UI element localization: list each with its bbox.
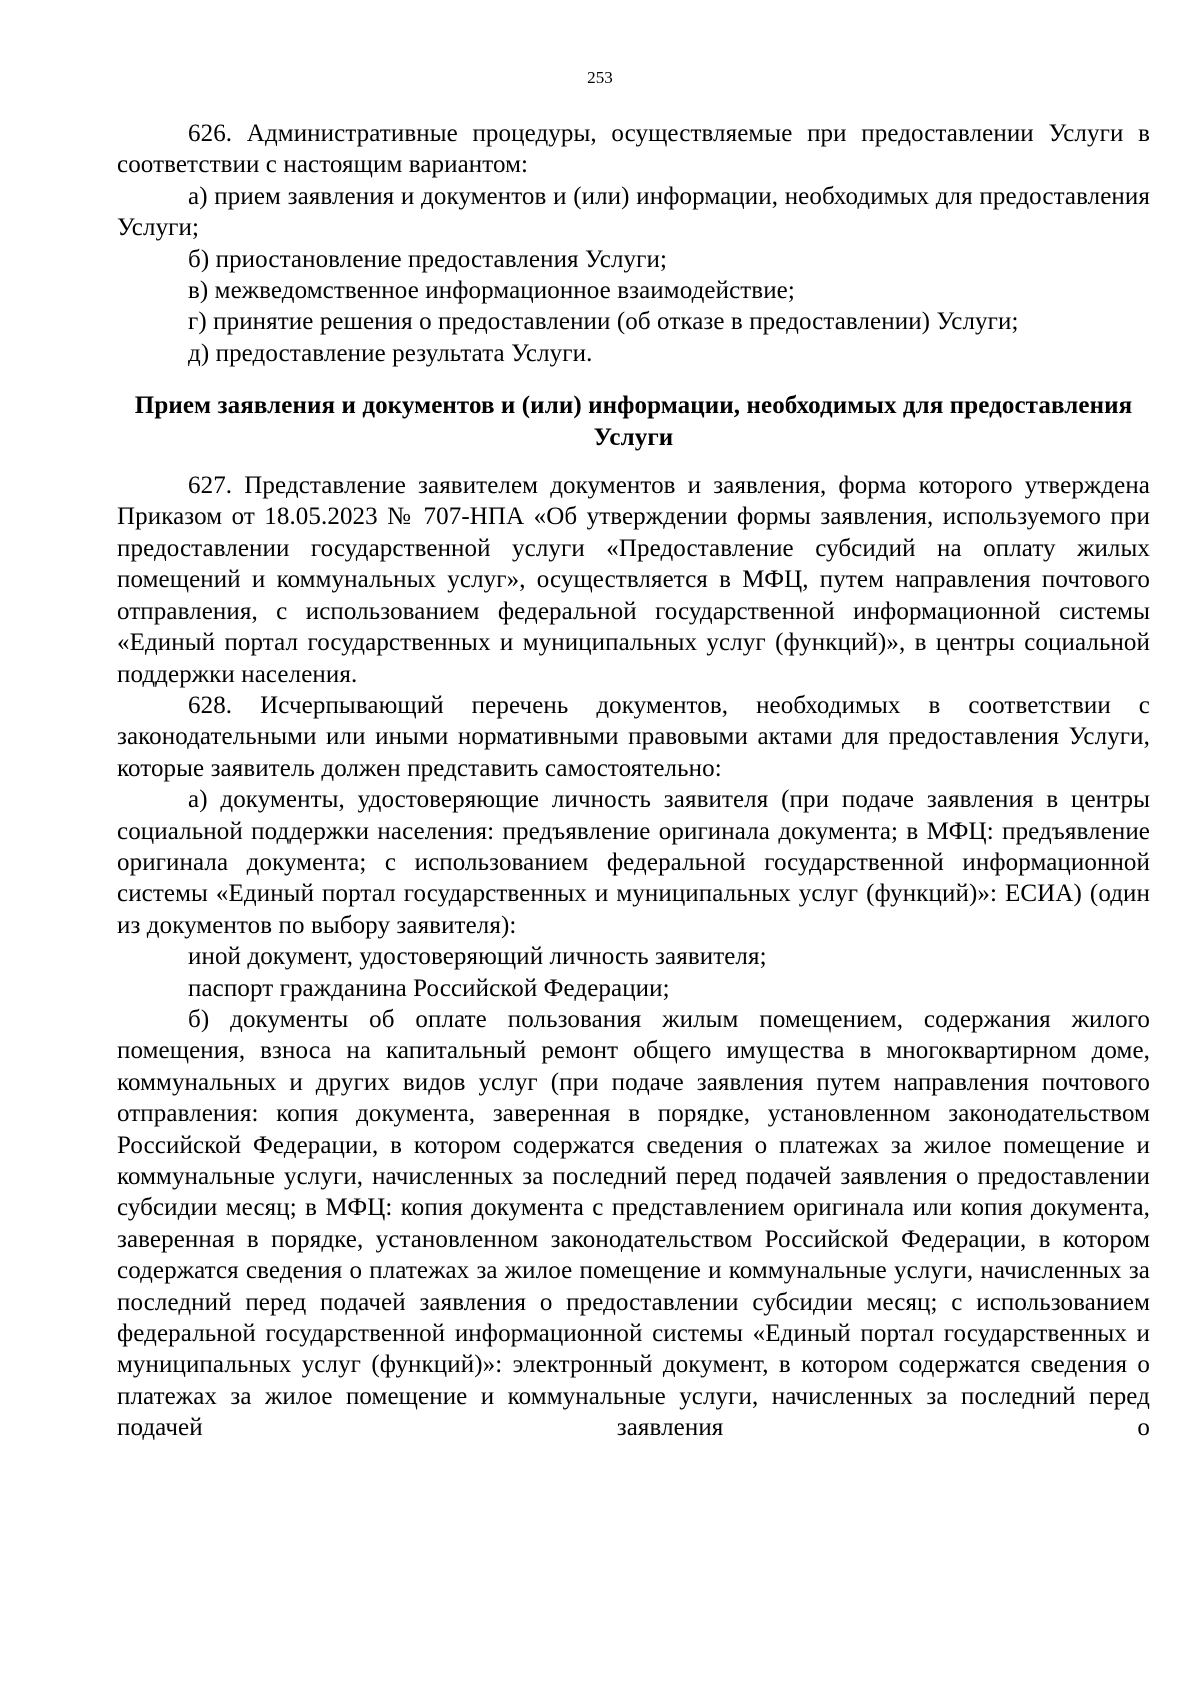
list-item-a: а) прием заявления и документов и (или) информации, необходимых для предоставления Услуги; (117, 182, 1150, 242)
paragraph-628: 628. Исчерпывающий перечень документов, необходимых в соответствии с законодательными или иными нормативными правовыми актами для предоставления Услуги, которые заявитель должен представить самостоятельно: (117, 691, 1150, 782)
list-item-b-payment-documents: б) документы об оплате пользования жилым помещением, содержания жилого помещения, взноса на капитальный ремонт общего имущества в многоквартирном доме, коммунальных и других видов услуг (при подаче заявления путем направления почтового отправления: копия документа, заверенная в порядке, установленном законодательством Российской Федерации, в котором содержатся сведения о платежах за жилое помещение и коммунальные услуги, начисленных за последний перед подачей заявления о предоставлении субсидии месяц; в МФЦ: копия документа с представлением оригинала или копия документа, заверенная в порядке, установленном законодательством Российской Федерации, в котором содержатся сведения о платежах за жилое помещение и коммунальные услуги, начисленных за последний перед подачей заявления о предоставлении субсидии месяц; с использованием федеральной государственной информационной системы «Единый портал государственных и муниципальных услуг (функций)»: электронный документ, в котором содержатся сведения о платежах за жилое помещение и коммунальные услуги, начисленных за последний перед подачей заявления о (117, 1005, 1150, 1442)
list-item-other-identity-document: иной документ, удостоверяющий личность заявителя; (188, 943, 767, 971)
document-body (117, 118, 1150, 1444)
list-item-b: б) приостановление предоставления Услуги; (188, 245, 668, 273)
paragraph-626: 626. Административные процедуры, осуществляемые при предоставлении Услуги в соответствии с настоящим вариантом: (117, 120, 1150, 179)
list-item-passport: паспорт гражданина Российской Федерации; (188, 974, 670, 1002)
paragraph-627: 627. Представление заявителем документов и заявления, форма которого утверждена Приказом от 18.05.2023 № 707-НПА «Об утверждении формы заявления, используемого при предоставлении государственной услуги «Предоставление субсидий на оплату жилых помещений и коммунальных услуг», осуществляется в МФЦ, путем направления почтового отправления, с использованием федеральной государственной информационной системы «Единый портал государственных и муниципальных услуг (функций)», в центры социальной поддержки населения. (117, 472, 1150, 688)
page-number: 253 (587, 68, 613, 87)
list-item-d: д) предоставление результата Услуги. (188, 339, 593, 367)
list-item-g: г) принятие решения о предоставлении (об отказе в предоставлении) Услуги; (188, 308, 1019, 336)
list-item-a-identity-documents: а) документы, удостоверяющие личность заявителя (при подаче заявления в центры социальной поддержки населения: предъявление оригинала документа; в МФЦ: предъявление оригинала документа; с использованием федеральной государственной информационной системы «Единый портал государственных и муниципальных услуг (функций)»: ЕСИА) (один из документов по выбору заявителя): (117, 786, 1150, 939)
section-heading: Прием заявления и документов и (или) информации, необходимых для предоставления Услуги (134, 392, 1133, 451)
list-item-v: в) межведомственное информационное взаимодействие; (188, 277, 795, 305)
